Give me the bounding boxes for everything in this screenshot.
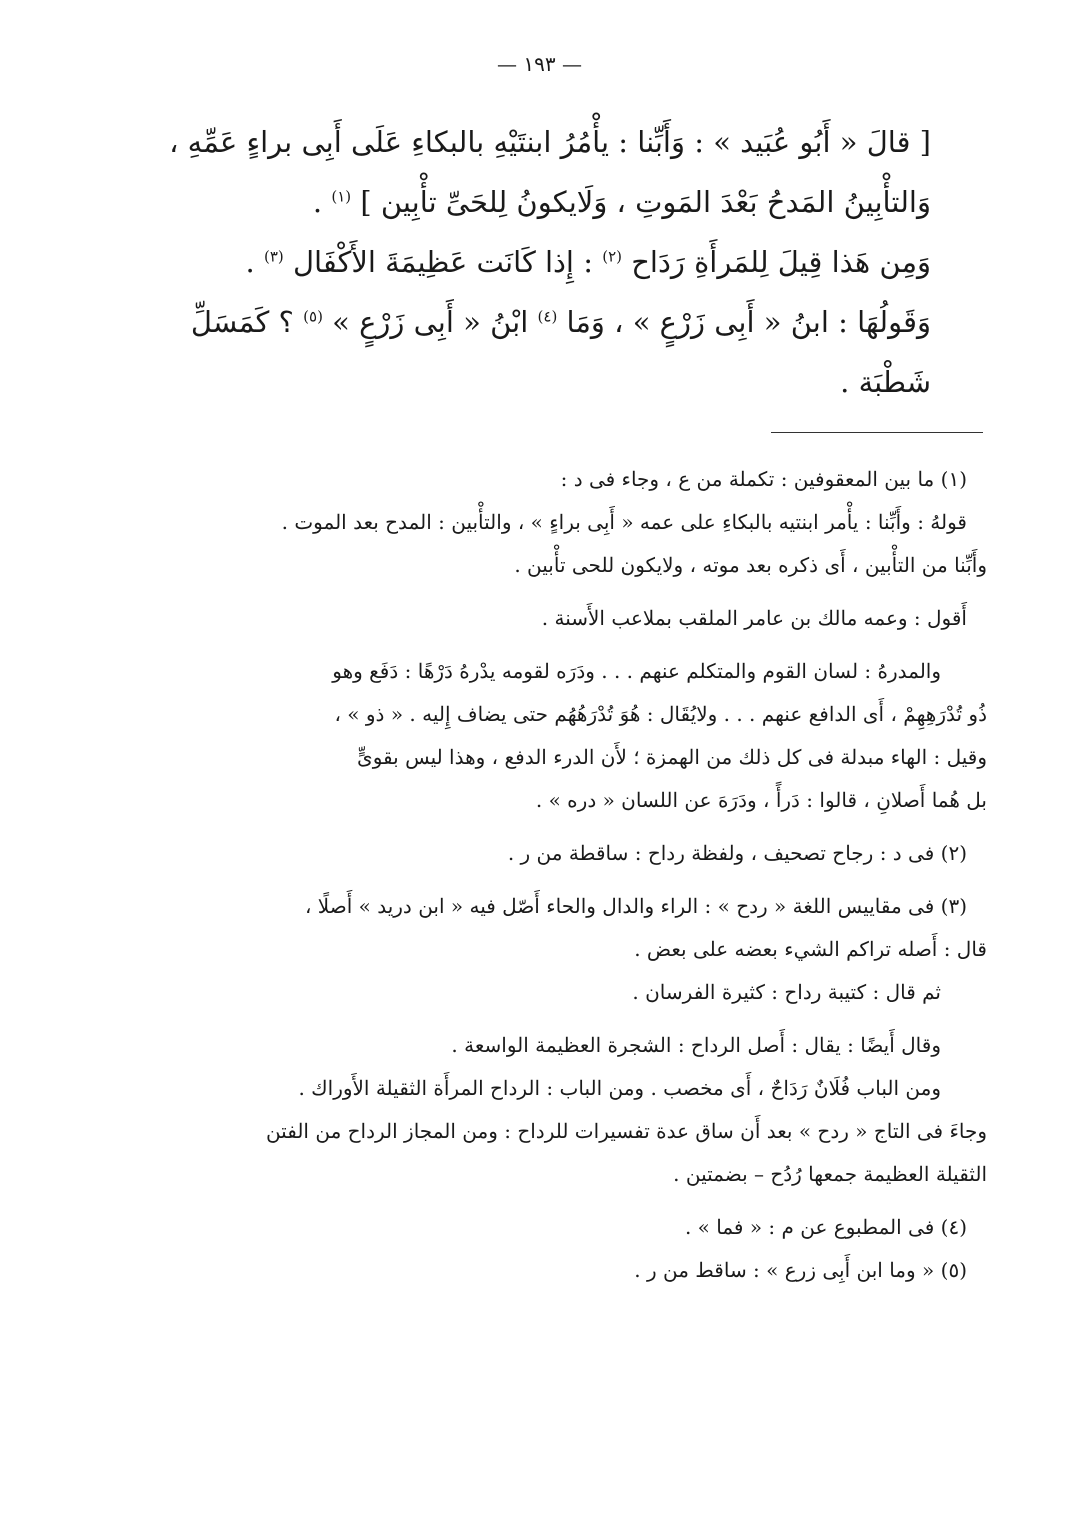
footnote-5: (٥) « وما ابن أَبِى زرع » : ساقط من ر .	[634, 1258, 967, 1282]
page-number: — ١٩٣ —	[497, 52, 582, 76]
footnote-line: أَقول : وعمه مالك بن عامر الملقب بملاعب الأَسنة .	[541, 606, 967, 630]
footnote-divider	[771, 432, 983, 433]
main-line	[141, 112, 931, 172]
main-line-text: وَالتأْبِينُ المَدحُ بَعْدَ المَوتِ ، وَلَايكونُ لِلحَىِّ تأْبِين ]	[360, 185, 931, 219]
footnote-line: والمدرهُ : لسان القوم والمتكلم عنهم . . . ودَرَه لقومه يدْرهُ دَرْهًا : دَفَع وهو	[332, 659, 941, 683]
footnote-line: ذُو تُدْرَهِهِمْ ، أَى الدافع عنهم . . . ولايُقَال : هُوَ تُدْرَهُهُم حتى يضاف إِليه . « ذو » ،	[334, 702, 987, 726]
footnote-marker: (٤)	[537, 307, 558, 326]
main-line: وَالتأْبِينُ المَدحُ بَعْدَ المَوتِ ، وَلَايكونُ لِلحَىِّ تأْبِين ] $^{(١)}$ .	[312, 185, 931, 219]
footnote-line: ومن الباب فُلَانٌ رَدَاحٌ ، أَى مخصب . ومن الباب : الرداح المرأَة الثقيلة الأَوراك .	[298, 1076, 941, 1100]
footnote-line: ثم قال : كتيبة رداح : كثيرة الفرسان .	[632, 980, 941, 1004]
main-line-text: شَطْبَة .	[840, 365, 931, 399]
footnote-4: (٤) فى المطبوع عن م : « فما » .	[684, 1215, 967, 1239]
main-line-text: ابْنُ « أَبِى زَرْعٍ »	[332, 305, 529, 339]
main-line-text: [ قالَ « أَبُو عُبَيد » : وَأَبِّنا : يأْمُرُ ابنتَيْهِ بالبكاءِ عَلَى أَبِى براءٍ عَمِّهِ ،	[169, 125, 931, 159]
footnote-line: وأَبِّنا من التأْبين ، أَى ذكره بعد موته ، ولايكون للحى تأْبين .	[514, 553, 987, 577]
main-line	[141, 352, 931, 412]
footnote-2: (٢) فى د : رجاح تصحيف ، ولفظة رداح : ساقطة من ر .	[507, 841, 967, 865]
footnote-line: وقال أَيضًا : يقال : أَصل الرداح : الشجرة العظيمة الواسعة .	[451, 1033, 941, 1057]
footnote-marker: (٢)	[602, 247, 622, 266]
main-line-text: وَمِن هَذا قِيلَ لِلمَرأَةِ رَدَاح	[631, 245, 931, 279]
main-line-text: : إِذا كَانَت عَظِيمَةَ الأَكْفَال	[292, 245, 593, 279]
footnote-marker: (٣)	[263, 247, 284, 266]
footnote-line: الثقيلة العظيمة جمعها رُدُح – بضمتين .	[673, 1162, 987, 1186]
footnote-3: (٣) فى مقاييس اللغة « ردح » : الراء والدال والحاء أَصّل فيه « ابن دريد » أَصلًا ،	[304, 894, 967, 918]
main-line-text: وَقَولُهَا : ابنُ « أَبِى زَرْعٍ » ، وَمَا	[566, 305, 931, 339]
footnote-1: (١) ما بين المعقوفين : تكملة من ع ، وجاء فى د :	[560, 467, 967, 491]
footnote-marker: (١)	[331, 187, 352, 206]
main-line-text: ؟ كَمَسَلِّ	[190, 305, 294, 339]
footnote-line: قولهُ : وأَبِّنا : يأْمر ابنتيه بالبكاءِ على عمه « أَبِى براءٍ » ، والتأْبين : المدح بعد الموت .	[281, 510, 967, 534]
footnotes	[97, 458, 987, 1292]
footnote-line: بل هُما أَصلانِ ، قالوا : دَرأً ، ودَرَهَ عن اللسان « دره » .	[535, 788, 987, 812]
footnote-line: قال : أَصله تراكم الشيء بعضه على بعض .	[634, 937, 987, 961]
main-line	[141, 292, 931, 352]
main-line: وَمِن هَذا قِيلَ لِلمَرأَةِ رَدَاح $^{(٢)}$ : إِذا كَانَت عَظِيمَةَ الأَكْفَال $^{(٣)}$ .	[245, 245, 931, 279]
footnote-line: وجاءَ فى التاج « ردح » بعد أَن ساق عدة تفسيرات للرداح : ومن المجاز الرداح من الفتن	[265, 1119, 987, 1143]
footnote-line: وقيل : الهاء مبدلة فى كل ذلك من الهمزة ؛ لأَن الدرء الدفع ، وهذا ليس بقوىٍّ	[357, 745, 987, 769]
footnote-marker: (٥)	[303, 307, 323, 326]
main-text	[141, 112, 931, 412]
